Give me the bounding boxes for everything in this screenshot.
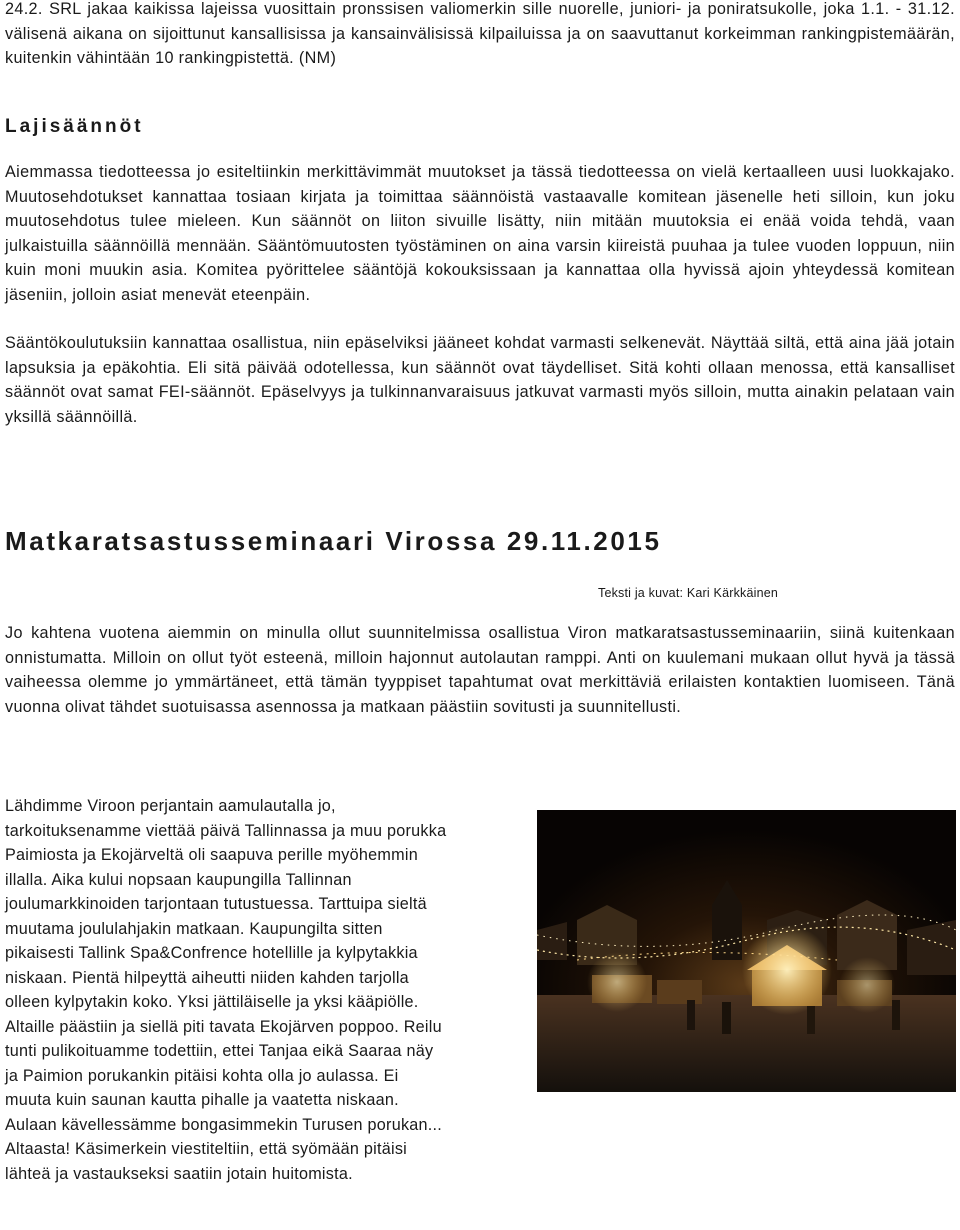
lajisaannot-paragraph: Aiemmassa tiedotteessa jo esiteltiinkin merkittävimmät muutokset ja tässä tiedotteessa on vielä kertaalleen uusi luokkajako. Muutosehdotukset kannattaa tosiaan kirjata ja toimittaa säännöistä vastaavalle komitean jäsenelle heti silloin, kun joku muutosehdotus tulee mieleen. Kun säännöt on liiton sivuille lisätty, niin mitään muutoksia ei enää voida tehdä, vaan julkaistuilla säännöillä mennään. Sääntömuutosten työstäminen on aina varsin kiireistä puuhaa ja tulee vuoden loppuun, niin kuin moni muukin asia. Komitea pyörittelee sääntöjä kokouksissaan ja kannattaa olla hyvissä ajoin yhteydessä komitean jäseniin, jolloin asiat menevät eteenpäin. <box>5 163 955 304</box>
intro-paragraph: 24.2. SRL jakaa kaikissa lajeissa vuosittain pronssisen valiomerkin sille nuorelle, juniori- ja poniratsukolle, joka 1.1. - 31.12. välisenä aikana on sijoittunut kansallisissa ja kansainvälisissä kilpailuissa ja on saavuttanut korkeimman rankingpistemäärän, kuitenkin vähintään 10 rankingpistettä. (NM) <box>5 0 955 67</box>
lajisaannot-paragraph: Sääntökoulutuksiin kannattaa osallistua, niin epäselviksi jääneet kohdat varmasti selkenevät. Näyttää siltä, että aina jää jotain lapsuksia ja epäkohtia. Eli sitä päivää odotellessa, kun säännöt ovat täydelliset. Sitä kohti ollaan menossa, että kansalliset säännöt ovat samat FEI-säännöt. Epäselvyys ja tulkinnanvaraisuus jatkuvat varmasti myös silloin, mutta ainakin pelataan vain yksillä säännöillä. <box>5 334 955 426</box>
article-title: Matkaratsastusseminaari Virossa 29.11.2015 <box>5 526 662 556</box>
christmas-market-photo <box>537 810 956 1092</box>
section-heading-lajisaannot: Lajisäännöt <box>5 116 144 137</box>
article-credit: Teksti ja kuvat: Kari Kärkkäinen <box>598 586 779 600</box>
article-paragraph: Jo kahtena vuotena aiemmin on minulla ollut suunnitelmissa osallistua Viron matkaratsastusseminaariin, siinä kuitenkaan onnistumatta. Milloin on ollut työt esteenä, milloin hajonnut autolautan ramppi. Anti on kuulemani mukaan ollut hyvä ja tässä vaiheessa olemme jo ymmärtäneet, että tämän tyyppiset tapahtumat ovat merkittäviä erilaisten kontaktien luomiseen. Tänä vuonna olivat tähdet suotuisassa asennossa ja matkaan päästiin sovitusti ja suunnitellusti. <box>5 624 955 716</box>
article-paragraph: Lähdimme Viroon perjantain aamulautalla jo, tarkoituksenamme viettää päivä Tallinnassa ja muu porukka Paimiosta ja Ekojärveltä oli saapuva perille myöhemmin illalla. Aika kului nopsaan kaupungilla Tallinnan joulumarkkinoiden tarjontaan tutustuessa. Tarttuipa sieltä muutama joululahjakin matkaan. Kaupungilta sitten pikaisesti Tallink Spa&Confrence hotellille ja kylpytakkia niskaan. Pientä hilpeyttä aiheutti niiden kahden tarjolla olleen kylpytakin koko. Yksi jättiläiselle ja yksi kääpiölle. Altaille päästiin ja siellä piti tavata Ekojärven poppoo. Reilu tunti pulikoituamme todettiin, ettei Tanjaa eikä Saaraa näy ja Paimion porukankin pitäisi kohta olla jo aulassa. Ei muuta kuin saunan kautta pihalle ja vaatetta niskaan. Aulaan kävellessämme bongasimmekin Turusen porukan... Altaasta! Käsimerkein viestiteltiin, että syömään pitäisi lähteä ja vastaukseksi saatiin jotain huitomista. <box>5 797 447 1183</box>
